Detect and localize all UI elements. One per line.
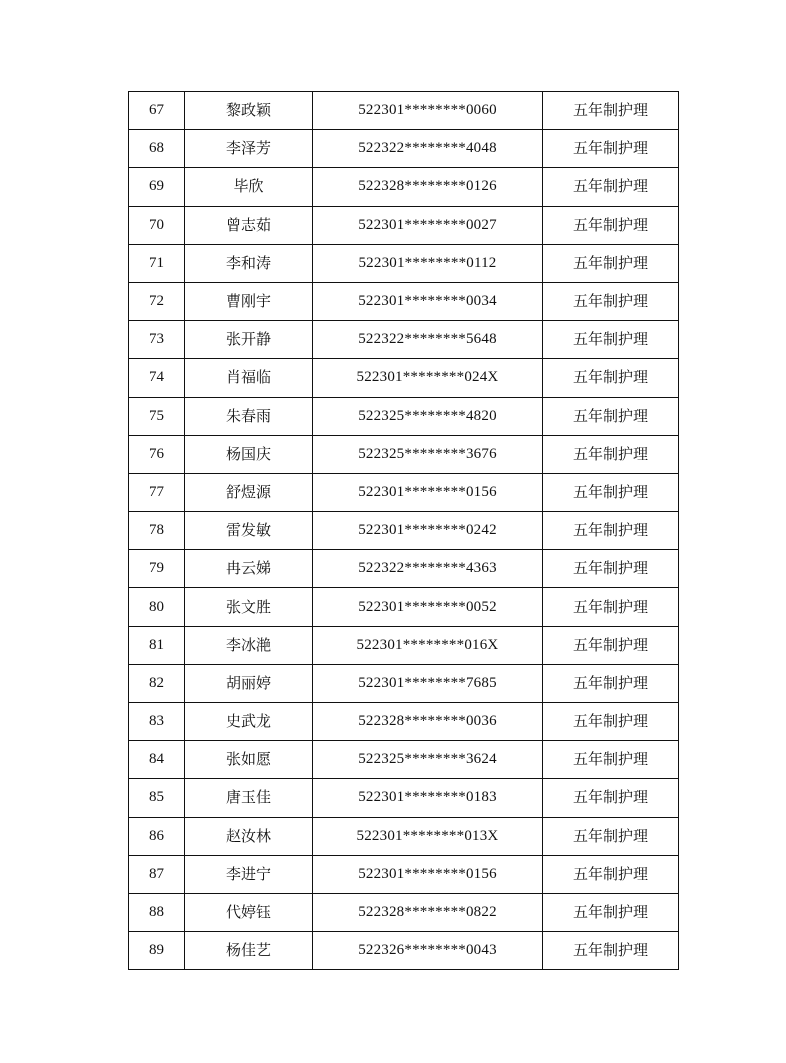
row-number-cell: 77 [129, 473, 185, 511]
student-name-cell: 唐玉佳 [185, 779, 313, 817]
id-number-cell: 522325********4820 [313, 397, 543, 435]
student-name-cell: 朱春雨 [185, 397, 313, 435]
id-number-cell: 522328********0822 [313, 893, 543, 931]
table-row [129, 626, 679, 664]
row-number-cell: 75 [129, 397, 185, 435]
student-name-cell: 李进宁 [185, 855, 313, 893]
id-number-cell: 522301********0034 [313, 282, 543, 320]
id-number-cell: 522301********013X [313, 817, 543, 855]
row-number-cell: 76 [129, 435, 185, 473]
student-name-cell: 舒煜源 [185, 473, 313, 511]
id-number-cell: 522301********0242 [313, 512, 543, 550]
student-name-cell: 赵汝林 [185, 817, 313, 855]
major-cell: 五年制护理 [543, 741, 679, 779]
id-number-cell: 522301********0156 [313, 473, 543, 511]
table-row [129, 779, 679, 817]
student-name-cell: 李和涛 [185, 244, 313, 282]
id-number-cell: 522325********3624 [313, 741, 543, 779]
major-cell: 五年制护理 [543, 244, 679, 282]
id-number-cell: 522301********0183 [313, 779, 543, 817]
id-number-cell: 522301********0112 [313, 244, 543, 282]
table-row [129, 321, 679, 359]
major-cell: 五年制护理 [543, 321, 679, 359]
student-name-cell: 杨佳艺 [185, 932, 313, 970]
id-number-cell: 522322********5648 [313, 321, 543, 359]
table-row [129, 435, 679, 473]
table-row [129, 817, 679, 855]
row-number-cell: 79 [129, 550, 185, 588]
major-cell: 五年制护理 [543, 512, 679, 550]
row-number-cell: 78 [129, 512, 185, 550]
major-cell: 五年制护理 [543, 779, 679, 817]
table-row [129, 855, 679, 893]
table-row [129, 282, 679, 320]
id-number-cell: 522301********0156 [313, 855, 543, 893]
row-number-cell: 81 [129, 626, 185, 664]
id-number-cell: 522301********024X [313, 359, 543, 397]
major-cell: 五年制护理 [543, 703, 679, 741]
id-number-cell: 522322********4363 [313, 550, 543, 588]
row-number-cell: 80 [129, 588, 185, 626]
id-number-cell: 522301********016X [313, 626, 543, 664]
student-name-cell: 史武龙 [185, 703, 313, 741]
table-row [129, 703, 679, 741]
id-number-cell: 522301********7685 [313, 664, 543, 702]
row-number-cell: 82 [129, 664, 185, 702]
row-number-cell: 73 [129, 321, 185, 359]
major-cell: 五年制护理 [543, 282, 679, 320]
row-number-cell: 84 [129, 741, 185, 779]
id-number-cell: 522301********0060 [313, 92, 543, 130]
row-number-cell: 72 [129, 282, 185, 320]
table-row [129, 359, 679, 397]
table-row [129, 397, 679, 435]
student-name-cell: 肖福临 [185, 359, 313, 397]
id-number-cell: 522326********0043 [313, 932, 543, 970]
row-number-cell: 83 [129, 703, 185, 741]
major-cell: 五年制护理 [543, 92, 679, 130]
row-number-cell: 88 [129, 893, 185, 931]
student-name-cell: 张如愿 [185, 741, 313, 779]
id-number-cell: 522325********3676 [313, 435, 543, 473]
student-name-cell: 冉云娣 [185, 550, 313, 588]
id-number-cell: 522322********4048 [313, 130, 543, 168]
student-name-cell: 黎政颖 [185, 92, 313, 130]
table-row [129, 473, 679, 511]
table-row [129, 92, 679, 130]
student-name-cell: 曾志茹 [185, 206, 313, 244]
major-cell: 五年制护理 [543, 932, 679, 970]
major-cell: 五年制护理 [543, 550, 679, 588]
major-cell: 五年制护理 [543, 893, 679, 931]
row-number-cell: 71 [129, 244, 185, 282]
major-cell: 五年制护理 [543, 473, 679, 511]
row-number-cell: 89 [129, 932, 185, 970]
row-number-cell: 87 [129, 855, 185, 893]
id-number-cell: 522301********0027 [313, 206, 543, 244]
row-number-cell: 68 [129, 130, 185, 168]
roster-table [128, 91, 679, 970]
table-row [129, 932, 679, 970]
major-cell: 五年制护理 [543, 664, 679, 702]
id-number-cell: 522301********0052 [313, 588, 543, 626]
student-name-cell: 胡丽婷 [185, 664, 313, 702]
major-cell: 五年制护理 [543, 130, 679, 168]
major-cell: 五年制护理 [543, 168, 679, 206]
table-row [129, 893, 679, 931]
table-row [129, 130, 679, 168]
major-cell: 五年制护理 [543, 397, 679, 435]
table-row [129, 550, 679, 588]
student-name-cell: 毕欣 [185, 168, 313, 206]
major-cell: 五年制护理 [543, 855, 679, 893]
table-row [129, 664, 679, 702]
table-row [129, 588, 679, 626]
major-cell: 五年制护理 [543, 359, 679, 397]
table-row [129, 512, 679, 550]
id-number-cell: 522328********0126 [313, 168, 543, 206]
major-cell: 五年制护理 [543, 206, 679, 244]
row-number-cell: 86 [129, 817, 185, 855]
student-name-cell: 张文胜 [185, 588, 313, 626]
id-number-cell: 522328********0036 [313, 703, 543, 741]
table-row [129, 168, 679, 206]
student-name-cell: 曹刚宇 [185, 282, 313, 320]
major-cell: 五年制护理 [543, 435, 679, 473]
row-number-cell: 69 [129, 168, 185, 206]
student-name-cell: 雷发敏 [185, 512, 313, 550]
table-row [129, 244, 679, 282]
table-row [129, 206, 679, 244]
major-cell: 五年制护理 [543, 626, 679, 664]
student-name-cell: 代婷钰 [185, 893, 313, 931]
row-number-cell: 85 [129, 779, 185, 817]
major-cell: 五年制护理 [543, 588, 679, 626]
major-cell: 五年制护理 [543, 817, 679, 855]
student-name-cell: 李泽芳 [185, 130, 313, 168]
table-row [129, 741, 679, 779]
row-number-cell: 74 [129, 359, 185, 397]
roster-body [129, 92, 679, 970]
student-name-cell: 李冰滟 [185, 626, 313, 664]
row-number-cell: 67 [129, 92, 185, 130]
row-number-cell: 70 [129, 206, 185, 244]
student-name-cell: 张开静 [185, 321, 313, 359]
student-name-cell: 杨国庆 [185, 435, 313, 473]
